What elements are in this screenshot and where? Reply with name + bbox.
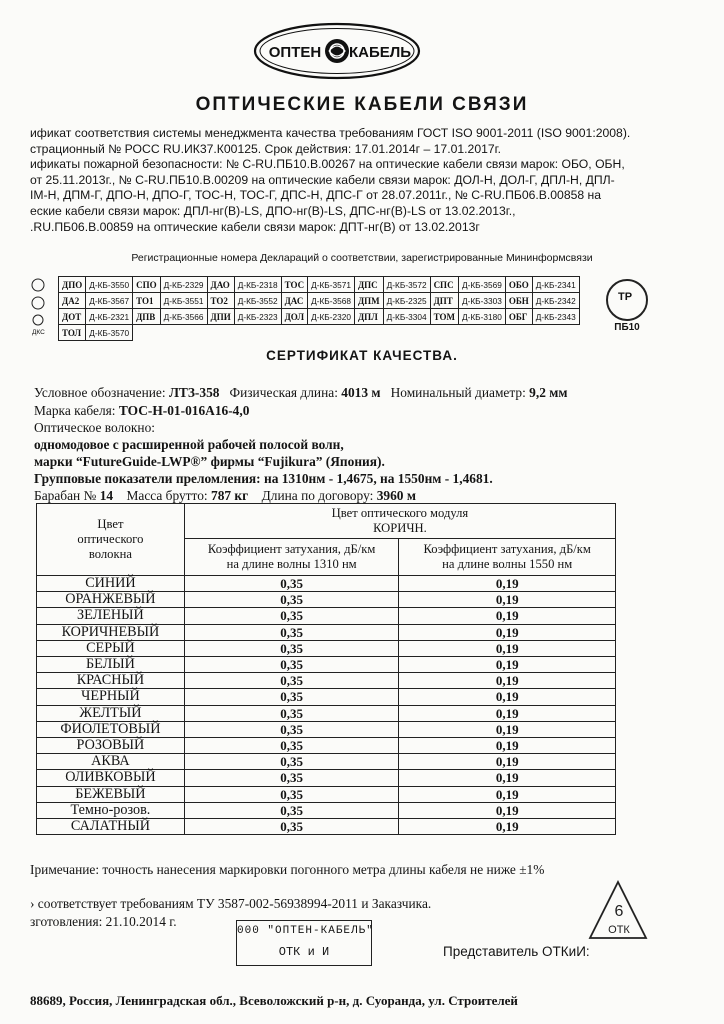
- attenuation-1310-cell: 0,35: [184, 576, 399, 592]
- address-line: 88689, Россия, Ленинградская обл., Всеволожский р-н, д. Суоранда, ул. Строителей: [30, 993, 518, 1008]
- logo-right-text: КАБЕЛЬ: [348, 44, 412, 61]
- fiber-color-cell: СЕРЫЙ: [37, 640, 185, 656]
- diameter-label: Номинальный диаметр:: [390, 385, 526, 400]
- fire-safety-sign: [606, 279, 648, 321]
- attenuation-1310-cell: 0,35: [184, 721, 399, 737]
- registration-side-text: ДКС: [32, 329, 45, 336]
- attenuation-1550-cell: 0,19: [399, 624, 616, 640]
- brand-line: ОПТИЧЕСКИЕ КАБЕЛИ СВЯЗИ: [195, 94, 529, 115]
- reg-number: Д-КБ-2343: [532, 309, 579, 325]
- manufacture-date: зготовления: 21.10.2014 г.: [30, 914, 177, 929]
- attenuation-1550-cell: 0,19: [399, 738, 616, 754]
- fiber-color-cell: РОЗОВЫЙ: [37, 738, 185, 754]
- table-row: [37, 608, 616, 624]
- registration-row: [59, 293, 580, 309]
- otk-triangle-stamp: [588, 880, 648, 942]
- reg-code: ОБО: [505, 277, 532, 293]
- table-row: [37, 673, 616, 689]
- attenuation-1550-cell: 0,19: [399, 689, 616, 705]
- drum-value: 14: [99, 488, 114, 503]
- fire-sign-letters: ТР: [618, 291, 633, 303]
- reg-number: Д-КБ-2329: [160, 277, 207, 293]
- table-row: [37, 819, 616, 835]
- fiber-color-cell: ОРАНЖЕВЫЙ: [37, 592, 185, 608]
- registration-title: Регистрационные номера Деклараций о соответствии, зарегистрированные Мининформсвязи: [131, 252, 593, 264]
- attenuation-1550-cell: 0,19: [399, 721, 616, 737]
- reg-code: ОБН: [505, 293, 532, 309]
- fiber-color-cell: КРАСНЫЙ: [37, 673, 185, 689]
- stamp-line-2: ОТК и И: [278, 945, 330, 959]
- reg-number: Д-КБ-3571: [308, 277, 355, 293]
- reg-number: Д-КБ-3568: [308, 293, 355, 309]
- attenuation-1310-cell: 0,35: [184, 738, 399, 754]
- table-row: [37, 624, 616, 640]
- header-text: Коэффициент затухания, дБ/км: [423, 542, 591, 556]
- table-row: [37, 802, 616, 818]
- info-line-drum: [34, 488, 416, 504]
- brand-value: ТОС-Н-01-016А16-4,0: [118, 403, 250, 418]
- attenuation-1550-cell: 0,19: [399, 802, 616, 818]
- header-1310: [184, 539, 399, 576]
- reg-code: ДОЛ: [281, 309, 308, 325]
- document-title: СЕРТИФИКАТ КАЧЕСТВА.: [266, 348, 458, 363]
- brand-label: Марка кабеля:: [34, 403, 116, 418]
- reg-number: Д-КБ-2320: [308, 309, 355, 325]
- reg-number: Д-КБ-3551: [160, 293, 207, 309]
- reg-number: Д-КБ-2325: [383, 293, 430, 309]
- header-text: на длине волны 1550 нм: [442, 557, 573, 571]
- reg-number: Д-КБ-3572: [383, 277, 430, 293]
- reg-number: Д-КБ-3550: [86, 277, 133, 293]
- table-row: [37, 754, 616, 770]
- reg-code: ТОМ: [430, 309, 458, 325]
- fiber-line-2: марки “FutureGuide-LWP®” фирмы “Fujikura” (Япония).: [34, 454, 385, 469]
- certificate-line: еские кабели связи марок: ДПЛ-нг(В)-LS, ДПО-нг(В)-LS, ДПС-нг(В)-LS от 13.02.2013г.,: [30, 203, 516, 218]
- reg-code: ТО2: [207, 293, 234, 309]
- mass-label: Масса брутто:: [126, 488, 208, 503]
- fiber-color-cell: БЕЛЫЙ: [37, 657, 185, 673]
- header-module-color: [184, 504, 615, 539]
- length-value: 4013 м: [341, 385, 381, 400]
- reg-code: ДОТ: [59, 309, 86, 325]
- info-line-brand: [34, 403, 249, 419]
- header-text: Коэффициент затухания, дБ/км: [207, 542, 376, 556]
- registration-row: [59, 309, 580, 325]
- attenuation-1550-cell: 0,19: [399, 608, 616, 624]
- reg-code: ДПО: [59, 277, 86, 293]
- table-row: [37, 786, 616, 802]
- table-row: [37, 738, 616, 754]
- note-line: Iримечание: точность нанесения маркировки погонного метра длины кабеля не ниже ±1%: [30, 862, 545, 877]
- registration-table: [58, 276, 580, 341]
- reg-code: ДАО: [207, 277, 234, 293]
- refraction-line: Групповые показатели преломления: на 1310нм - 1,4675, на 1550нм - 1,4681.: [34, 471, 493, 486]
- representative-label: Представитель ОТКиИ:: [443, 944, 590, 959]
- reg-code: ДА2: [59, 293, 86, 309]
- company-stamp: [236, 920, 372, 966]
- reg-number: Д-КБ-3567: [86, 293, 133, 309]
- fiber-color-cell: ОЛИВКОВЫЙ: [37, 770, 185, 786]
- reg-code: ДПЛ: [354, 309, 383, 325]
- header-text: Цвет оптического модуля: [331, 506, 469, 520]
- header-text: оптического: [77, 532, 144, 546]
- certificate-line: страционный № РОСС RU.ИК37.К00125. Срок действия: 17.01.2014г – 17.01.2017г.: [30, 141, 501, 156]
- attenuation-1310-cell: 0,35: [184, 592, 399, 608]
- reg-code: ТОЛ: [59, 325, 86, 341]
- header-1550: [399, 539, 616, 576]
- certificate-line: ификат соответствия системы менеджмента качества требованиям ГОСТ ISO 9001-2011 (ISO 9001:2008).: [30, 126, 631, 140]
- company-logo: [253, 22, 421, 80]
- fiber-color-cell: Темно-розов.: [37, 802, 185, 818]
- reg-number: Д-КБ-3570: [86, 325, 133, 341]
- length-label: Физическая длина:: [229, 385, 338, 400]
- attenuation-1550-cell: 0,19: [399, 657, 616, 673]
- header-text: КОРИЧН.: [373, 521, 427, 535]
- logo-left-text: ОПТЕН: [268, 44, 322, 61]
- reg-number: Д-КБ-2321: [86, 309, 133, 325]
- attenuation-1550-cell: 0,19: [399, 673, 616, 689]
- fiber-line-1: одномодовое с расширенной рабочей полосой волн,: [34, 437, 344, 452]
- reg-code: СПС: [430, 277, 458, 293]
- table-row: [37, 770, 616, 786]
- attenuation-1310-cell: 0,35: [184, 689, 399, 705]
- reg-code: ДПВ: [133, 309, 161, 325]
- registration-side-mark: [30, 277, 46, 336]
- fiber-color-cell: БЕЖЕВЫЙ: [37, 786, 185, 802]
- fiber-color-cell: САЛАТНЫЙ: [37, 819, 185, 835]
- fiber-color-cell: ЖЕЛТЫЙ: [37, 705, 185, 721]
- stamp-line-1: 000 "ОПТЕН-КАБЕЛЬ": [237, 925, 374, 937]
- reg-code: ОБГ: [505, 309, 532, 325]
- designation-value: ЛТЗ-358: [168, 385, 220, 400]
- attenuation-1310-cell: 0,35: [184, 673, 399, 689]
- compliance-line: › соответствует требованиям ТУ 3587-002-56938994-2011 и Заказчика.: [30, 896, 432, 911]
- info-line-designation: [34, 385, 567, 401]
- reg-code: ТО1: [133, 293, 161, 309]
- attenuation-1550-cell: 0,19: [399, 705, 616, 721]
- fiber-color-cell: КОРИЧНЕВЫЙ: [37, 624, 185, 640]
- table-row: [37, 721, 616, 737]
- attenuation-1550-cell: 0,19: [399, 770, 616, 786]
- reg-code: СПО: [133, 277, 161, 293]
- contract-value: 3960 м: [376, 488, 416, 503]
- header-fiber-color: [37, 504, 185, 576]
- table-header-row: [37, 504, 616, 539]
- fiber-color-cell: СИНИЙ: [37, 576, 185, 592]
- attenuation-1550-cell: 0,19: [399, 640, 616, 656]
- table-row: [37, 640, 616, 656]
- reg-number: Д-КБ-3566: [160, 309, 207, 325]
- registration-row: [59, 277, 580, 293]
- reg-number: Д-КБ-3304: [383, 309, 430, 325]
- registration-row: [59, 325, 580, 341]
- attenuation-1310-cell: 0,35: [184, 608, 399, 624]
- otk-number: 6: [614, 903, 624, 920]
- attenuation-1310-cell: 0,35: [184, 657, 399, 673]
- attenuation-1550-cell: 0,19: [399, 754, 616, 770]
- mass-value: 787 кг: [211, 488, 249, 503]
- attenuation-1310-cell: 0,35: [184, 705, 399, 721]
- reg-number: Д-КБ-3552: [234, 293, 281, 309]
- attenuation-1550-cell: 0,19: [399, 819, 616, 835]
- reg-code: ДПИ: [207, 309, 234, 325]
- certificate-line: IМ-Н, ДПМ-Г, ДПО-Н, ДПО-Г, ТОС-Н, ТОС-Г, ДПС-Н, ДПС-Г от 28.07.2011г., № C-RU.ПБ06.В.00858 на: [30, 188, 602, 203]
- header-text: волокна: [88, 547, 132, 561]
- registration-empty: [133, 325, 580, 341]
- table-row: [37, 705, 616, 721]
- table-body: [37, 576, 616, 835]
- reg-number: Д-КБ-3303: [458, 293, 505, 309]
- fiber-label: Оптическое волокно:: [34, 420, 155, 435]
- attenuation-table: [36, 503, 616, 835]
- fire-mark-label: ПБ10: [614, 322, 640, 333]
- attenuation-1310-cell: 0,35: [184, 819, 399, 835]
- fiber-color-cell: ЧЕРНЫЙ: [37, 689, 185, 705]
- diameter-value: 9,2 мм: [529, 385, 568, 400]
- attenuation-1550-cell: 0,19: [399, 786, 616, 802]
- attenuation-1310-cell: 0,35: [184, 754, 399, 770]
- attenuation-1310-cell: 0,35: [184, 786, 399, 802]
- reg-number: Д-КБ-3569: [458, 277, 505, 293]
- contract-label: Длина по договору:: [261, 488, 374, 503]
- fiber-color-cell: АКВА: [37, 754, 185, 770]
- reg-code: ТОС: [281, 277, 308, 293]
- reg-number: Д-КБ-2341: [532, 277, 579, 293]
- table-row: [37, 689, 616, 705]
- otk-label: ОТК: [608, 924, 630, 936]
- certificate-line: .RU.ПБ06.В.00859 на оптические кабели связи марок: ДПТ-нг(В) от 13.02.2013г: [30, 219, 480, 234]
- attenuation-1550-cell: 0,19: [399, 592, 616, 608]
- attenuation-1310-cell: 0,35: [184, 802, 399, 818]
- attenuation-1310-cell: 0,35: [184, 640, 399, 656]
- reg-code: ДПТ: [430, 293, 458, 309]
- reg-number: Д-КБ-2318: [234, 277, 281, 293]
- attenuation-1310-cell: 0,35: [184, 624, 399, 640]
- certificates-block: [30, 126, 630, 235]
- drum-label: Барабан №: [34, 488, 97, 503]
- reg-number: Д-КБ-2342: [532, 293, 579, 309]
- reg-number: Д-КБ-2323: [234, 309, 281, 325]
- attenuation-1550-cell: 0,19: [399, 576, 616, 592]
- certificate-line: ификаты пожарной безопасности: № C-RU.ПБ10.В.00267 на оптические кабели связи марок: ОБО, ОБН,: [30, 157, 625, 172]
- header-text: Цвет: [97, 517, 124, 531]
- reg-code: ДПМ: [354, 293, 383, 309]
- reg-number: Д-КБ-3180: [458, 309, 505, 325]
- reg-code: ДПС: [354, 277, 383, 293]
- table-row: [37, 592, 616, 608]
- table-row: [37, 657, 616, 673]
- designation-label: Условное обозначение:: [34, 385, 166, 400]
- fiber-color-cell: ФИОЛЕТОВЫЙ: [37, 721, 185, 737]
- header-text: на длине волны 1310 нм: [226, 557, 357, 571]
- attenuation-1310-cell: 0,35: [184, 770, 399, 786]
- fiber-color-cell: ЗЕЛЕНЫЙ: [37, 608, 185, 624]
- table-row: [37, 576, 616, 592]
- certificate-line: от 25.11.2013г., № C-RU.ПБ10.В.00209 на оптические кабели связи марок: ДОЛ-Н, ДОЛ-Г, ДПЛ-Н, ДПЛ-: [30, 172, 615, 187]
- reg-code: ДАС: [281, 293, 308, 309]
